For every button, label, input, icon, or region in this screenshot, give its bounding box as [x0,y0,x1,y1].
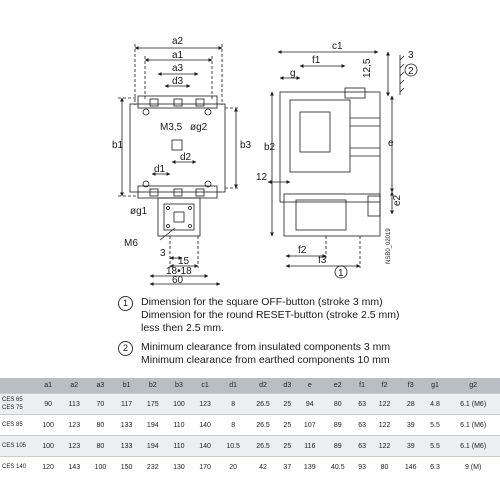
column-header: b2 [140,378,166,394]
label-e2: e2 [392,194,403,206]
model-cell [0,457,35,478]
column-header: a2 [61,378,87,394]
value-cell: 6.3 [424,457,446,478]
label-e: e [388,138,394,149]
column-header: f3 [398,378,424,394]
column-header: d2 [248,378,278,394]
dimension-table [0,378,500,477]
value-cell: 6.1 (M6) [446,415,500,436]
label-f2: f2 [298,245,307,256]
column-header: e [297,378,323,394]
column-header: f1 [353,378,372,394]
value-cell: 110 [166,436,192,457]
column-header: c1 [192,378,218,394]
value-cell: 90 [35,394,61,415]
value-cell: 116 [297,436,323,457]
note-number: 1 [118,296,133,311]
label-g: g [290,68,296,79]
model-cell [0,394,35,415]
value-cell: 26.5 [248,394,278,415]
value-cell: 143 [61,457,87,478]
value-cell: 70 [87,394,113,415]
value-cell: 107 [297,415,323,436]
label-dim125: 12,5 [362,58,373,78]
model-name: CES 105 [2,443,27,449]
value-cell: 6.1 (M6) [446,394,500,415]
value-cell: 25 [278,436,297,457]
note-line: Dimension for the round RESET-button (stroke 2.5 mm) [141,309,400,321]
label-dim12: 12 [256,172,268,183]
value-cell: 25 [278,394,297,415]
value-cell: 133 [114,415,140,436]
table-header-row [0,378,500,394]
column-header: a1 [35,378,61,394]
table-row [0,457,500,478]
drawing-id: NSB0_02019 [386,228,392,264]
value-cell: 133 [114,436,140,457]
label-c1: c1 [332,41,343,52]
value-cell: 130 [166,457,192,478]
column-header: d3 [278,378,297,394]
value-cell: 117 [114,394,140,415]
label-d2: d2 [180,152,192,163]
value-cell: 175 [140,394,166,415]
value-cell: 8 [218,415,248,436]
table-row [0,436,500,457]
value-cell: 120 [35,457,61,478]
note-line: Minimum clearance from insulated components 3 mm [141,341,391,353]
value-cell: 20 [218,457,248,478]
value-cell: 100 [166,394,192,415]
column-header [0,378,35,394]
value-cell: 194 [140,436,166,457]
label-a2: a2 [172,36,184,47]
value-cell: 28 [398,394,424,415]
value-cell: 6.1 (M6) [446,436,500,457]
label-dim3-right: 3 [408,50,414,61]
callout-1: 1 [338,268,344,279]
value-cell: 63 [353,415,372,436]
table-row [0,415,500,436]
value-cell: 122 [371,436,397,457]
value-cell: 139 [297,457,323,478]
model-name: CES 85 [2,422,23,428]
value-cell: 194 [140,415,166,436]
value-cell: 8 [218,394,248,415]
value-cell: 39 [398,415,424,436]
column-header: f2 [371,378,397,394]
value-cell: 4.8 [424,394,446,415]
model-cell [0,415,35,436]
value-cell: 37 [278,457,297,478]
column-header: g1 [424,378,446,394]
value-cell: 26.5 [248,415,278,436]
table-row [0,394,500,415]
value-cell: 170 [192,457,218,478]
label-dim18: 18•18 [166,266,192,277]
value-cell: 113 [61,394,87,415]
value-cell: 146 [398,457,424,478]
note-line: Dimension for the square OFF-button (stroke 3 mm) [141,296,383,308]
value-cell: 89 [323,436,353,457]
value-cell: 100 [35,415,61,436]
value-cell: 26.5 [248,436,278,457]
value-cell: 89 [323,415,353,436]
notes-section [118,296,498,373]
label-d3: d3 [172,76,184,87]
label-a3: a3 [172,63,184,74]
label-b2: b2 [264,142,276,153]
column-header: b3 [166,378,192,394]
value-cell: 122 [371,415,397,436]
value-cell: 42 [248,457,278,478]
model-name: CES 65 [2,397,23,403]
label-f3: f3 [318,255,327,266]
label-dim60: 60 [172,275,184,286]
label-g2: øg2 [190,122,208,133]
value-cell: 39 [398,436,424,457]
column-header: g2 [446,378,500,394]
column-header: b1 [114,378,140,394]
label-dim15: 15 [178,256,190,267]
note-2 [118,341,498,367]
value-cell: 100 [35,436,61,457]
value-cell: 40.5 [323,457,353,478]
value-cell: 122 [371,394,397,415]
callout-2: 2 [408,66,414,77]
label-m35: M3,5 [160,122,183,133]
value-cell: 123 [61,415,87,436]
note-line: less then 2.5 mm. [141,322,224,334]
value-cell: 63 [353,394,372,415]
value-cell: 94 [297,394,323,415]
label-dim3: 3 [160,248,166,259]
value-cell: 93 [353,457,372,478]
label-b3: b3 [240,140,252,151]
value-cell: 80 [323,394,353,415]
column-header: a3 [87,378,113,394]
label-b1: b1 [112,140,124,151]
label-g1: øg1 [130,206,148,217]
value-cell: 140 [192,415,218,436]
value-cell: 80 [87,436,113,457]
note-number: 2 [118,341,133,356]
value-cell: 9 (M) [446,457,500,478]
value-cell: 150 [114,457,140,478]
value-cell: 100 [87,457,113,478]
column-header: d1 [218,378,248,394]
value-cell: 140 [192,436,218,457]
value-cell: 80 [371,457,397,478]
value-cell: 110 [166,415,192,436]
note-line: Minimum clearance from earthed components 10 mm [141,354,390,366]
label-f1: f1 [312,55,321,66]
label-a1: a1 [172,50,184,61]
model-name: CES 75 [2,405,23,411]
value-cell: 123 [192,394,218,415]
value-cell: 80 [87,415,113,436]
column-header: e2 [323,378,353,394]
value-cell: 5.5 [424,415,446,436]
model-name: CES 140 [2,464,27,470]
value-cell: 25 [278,415,297,436]
value-cell: 232 [140,457,166,478]
label-m6: M6 [124,238,138,249]
label-d1: d1 [154,164,166,175]
model-cell [0,436,35,457]
value-cell: 5.5 [424,436,446,457]
note-1 [118,296,498,335]
value-cell: 123 [61,436,87,457]
value-cell: 10.5 [218,436,248,457]
value-cell: 63 [353,436,372,457]
